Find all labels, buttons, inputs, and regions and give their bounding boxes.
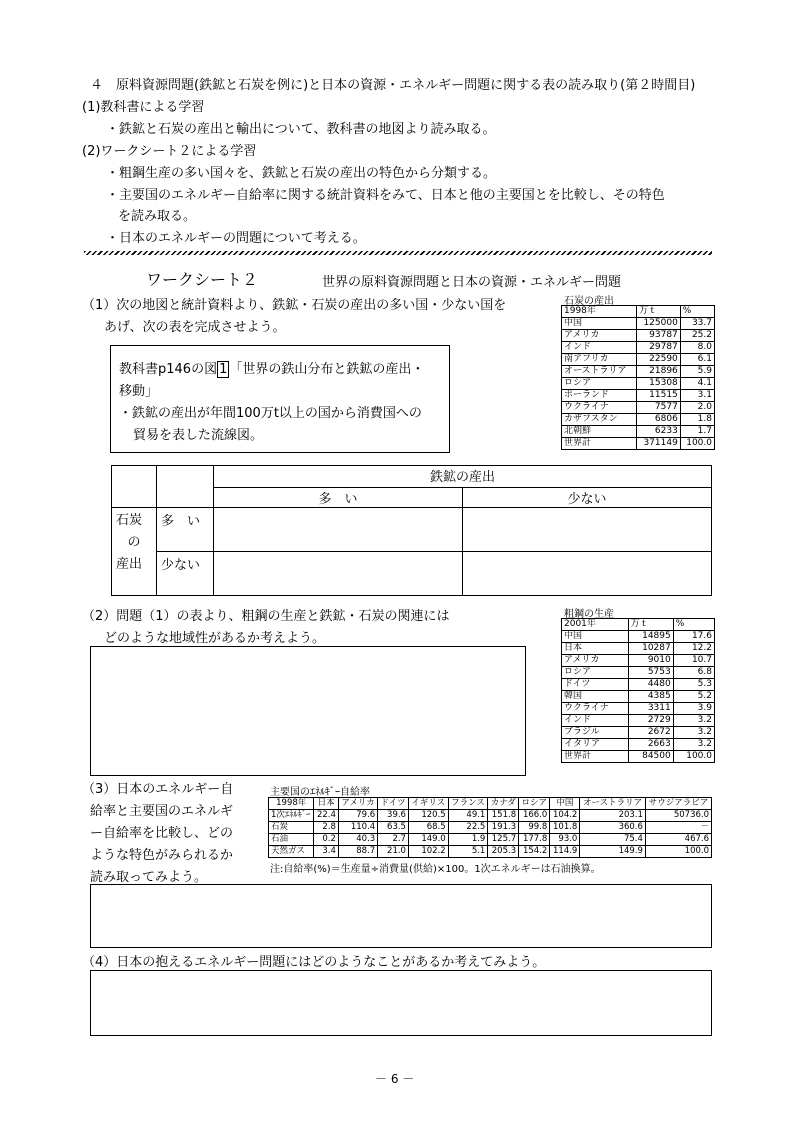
table-cell: 1.9: [448, 834, 488, 846]
table-cell: 467.6: [645, 834, 711, 846]
table-header-cell: 1998年: [562, 306, 637, 318]
table-cell: 205.3: [488, 846, 519, 858]
row-label-cell: ポーランド: [562, 390, 637, 402]
row-label-cell: ウクライナ: [562, 402, 637, 414]
note-text: ・鉄鉱の産出が年間100万t以上の国から消費国への: [119, 406, 422, 421]
table-cell: 6.8: [673, 667, 714, 679]
energy-self-sufficiency-table: [268, 797, 712, 858]
row-label-cell: ロシア: [562, 667, 629, 679]
iron-header: 鉄鉱の産出: [214, 466, 712, 488]
question-3-text: ような特色がみられるか: [90, 848, 234, 863]
answer-box-2[interactable]: [90, 646, 526, 776]
iron-many-header: 多 い: [214, 488, 463, 508]
table-row: [562, 727, 715, 739]
question-3-text: 読み取ってみよう。: [90, 870, 208, 885]
table-cell: 88.7: [338, 846, 377, 858]
question-2-text: （2）問題（1）の表より、粗鋼の生産と鉄鉱・石炭の関連には: [82, 609, 450, 624]
table-cell: 5.3: [673, 679, 714, 691]
table-cell: 7577: [637, 402, 681, 414]
table-cell: 84500: [628, 751, 673, 763]
classification-table: [111, 465, 712, 596]
table-header-row: [562, 619, 715, 631]
table-row: [562, 679, 715, 691]
table-row: [562, 354, 715, 366]
question-3-text: ー自給率を比較し、どの: [90, 826, 234, 841]
question-3-text: （3）日本のエネルギー自: [82, 782, 234, 797]
section-heading: ４ 原料資源問題(鉄鉱と石炭を例に)と日本の資源・エネルギー問題に関する表の読み取り(第２時間目): [90, 78, 696, 93]
table-header-cell: ドイツ: [378, 798, 409, 810]
table-row: [562, 390, 715, 402]
row-label-cell: オーストラリア: [562, 366, 637, 378]
question-3-text: 給率と主要国のエネルギ: [90, 804, 234, 819]
steel-table-caption: 粗鋼の生産: [564, 609, 614, 620]
table-cell: 21.0: [378, 846, 409, 858]
table-cell: 5.9: [680, 366, 714, 378]
table-cell: 3.1: [680, 390, 714, 402]
table-cell: 93.0: [550, 834, 580, 846]
table-cell: 203.1: [580, 810, 646, 822]
figure-number: 1: [219, 362, 228, 377]
row-label-cell: アメリカ: [562, 655, 629, 667]
table-cell: 8.0: [680, 342, 714, 354]
table-row: [562, 739, 715, 751]
table-cell: 33.7: [680, 318, 714, 330]
row-label-cell: ブラジル: [562, 727, 629, 739]
coal-table-caption: 石炭の産出: [564, 296, 614, 307]
row-label-cell: 世界計: [562, 438, 637, 450]
table-cell: 0.2: [314, 834, 338, 846]
table-cell: 12.2: [673, 643, 714, 655]
table-row: [562, 342, 715, 354]
table-row: [562, 751, 715, 763]
row-label-cell: 世界計: [562, 751, 629, 763]
table-cell: 63.5: [378, 822, 409, 834]
table-row: [562, 655, 715, 667]
coal-label: の: [127, 535, 141, 550]
steel-production-table: [561, 618, 715, 763]
energy-table-note: 注:自給率(%)＝生産量÷消費量(供給)×100。1次エネルギーは石油換算。: [270, 864, 601, 875]
table-row: [269, 846, 712, 858]
table-cell: 99.8: [519, 822, 550, 834]
table-cell: 191.3: [488, 822, 519, 834]
table-cell: 25.2: [680, 330, 714, 342]
table-cell: 22.4: [314, 810, 338, 822]
table-cell: 3.2: [673, 739, 714, 751]
table-cell: 101.8: [550, 822, 580, 834]
table-cell: 5.1: [448, 846, 488, 858]
table-cell: 3.2: [673, 715, 714, 727]
table-cell: 2.7: [378, 834, 409, 846]
table-cell: 114.9: [550, 846, 580, 858]
row-label-cell: ウクライナ: [562, 703, 629, 715]
bullet-item: ・鉄鉱と石炭の産出と輸出について、教科書の地図より読み取る。: [106, 122, 496, 137]
table-header-cell: %: [680, 306, 714, 318]
table-header-row: [269, 798, 712, 810]
coal-few-label: 少ない: [157, 552, 214, 596]
table-header-cell: 万ｔ: [637, 306, 681, 318]
table-cell: 10.7: [673, 655, 714, 667]
table-header-cell: ロシア: [519, 798, 550, 810]
table-header-cell: フランス: [448, 798, 488, 810]
answer-cell[interactable]: [214, 552, 463, 596]
table-cell: 149.9: [580, 846, 646, 858]
table-cell: 2.0: [680, 402, 714, 414]
row-label-cell: 石油: [269, 834, 314, 846]
table-header-cell: 2001年: [562, 619, 629, 631]
table-row: [562, 318, 715, 330]
row-label-cell: 日本: [562, 643, 629, 655]
question-1-text: （1）次の地図と統計資料より、鉄鉱・石炭の産出の多い国・少ない国を: [82, 298, 507, 313]
question-4-text: （4）日本の抱えるエネルギー問題にはどのようなことがあるか考えてみよう。: [82, 955, 546, 970]
table-cell: 14895: [628, 631, 673, 643]
page-number: － 6 －: [375, 1072, 415, 1086]
table-cell: 120.5: [408, 810, 448, 822]
row-label-cell: カザフスタン: [562, 414, 637, 426]
table-row: [562, 402, 715, 414]
table-cell: 4.1: [680, 378, 714, 390]
table-cell: 2.8: [314, 822, 338, 834]
table-cell: 151.8: [488, 810, 519, 822]
table-cell: 3311: [628, 703, 673, 715]
table-cell: 104.2: [550, 810, 580, 822]
table-row: [269, 810, 712, 822]
coal-label: 石炭: [116, 513, 143, 528]
table-cell: 22590: [637, 354, 681, 366]
table-row: [562, 330, 715, 342]
table-header-row: [562, 306, 715, 318]
row-label-cell: インド: [562, 342, 637, 354]
coal-label: 産出: [116, 557, 143, 572]
corner-cell: [157, 466, 214, 508]
table-row: [269, 822, 712, 834]
energy-table-caption: 主要国のｴﾈﾙｷﾞｰ自給率: [270, 787, 370, 798]
note-text: 貿易を表した流線図。: [133, 428, 264, 443]
table-cell: 6233: [637, 426, 681, 438]
table-cell: 49.1: [448, 810, 488, 822]
table-cell: 100.0: [680, 438, 714, 450]
table-cell: 3.4: [314, 846, 338, 858]
bullet-item-continued: を読み取る。: [118, 209, 197, 224]
table-cell: 79.6: [338, 810, 377, 822]
row-label-cell: 中国: [562, 631, 629, 643]
table-row: [269, 834, 712, 846]
row-label-cell: イタリア: [562, 739, 629, 751]
row-label-cell: 北朝鮮: [562, 426, 637, 438]
row-label-cell: インド: [562, 715, 629, 727]
table-header-cell: 中国: [550, 798, 580, 810]
table-cell: 149.0: [408, 834, 448, 846]
worksheet-title: ワークシート２: [146, 270, 259, 289]
table-header-cell: 日本: [314, 798, 338, 810]
table-row: [562, 715, 715, 727]
table-cell: 11515: [637, 390, 681, 402]
table-cell: 154.2: [519, 846, 550, 858]
table-cell: 15308: [637, 378, 681, 390]
bullet-item: ・粗鋼生産の多い国々を、鉄鉱と石炭の産出の特色から分類する。: [106, 166, 497, 181]
coal-many-label: 多 い: [157, 508, 214, 552]
table-cell: 102.2: [408, 846, 448, 858]
row-label-cell: 南アフリカ: [562, 354, 637, 366]
table-row: [562, 643, 715, 655]
table-header-cell: 万ｔ: [628, 619, 673, 631]
table-cell: 3.9: [673, 703, 714, 715]
table-cell: 40.3: [338, 834, 377, 846]
textbook-note-box: [110, 345, 450, 453]
table-cell: 6.1: [680, 354, 714, 366]
table-cell: 110.4: [338, 822, 377, 834]
subheading-worksheet: (2)ワークシート２による学習: [82, 144, 257, 159]
row-label-cell: 1次ｴﾈﾙｷﾞｰ: [269, 810, 314, 822]
table-row: [562, 703, 715, 715]
table-cell: 166.0: [519, 810, 550, 822]
table-row: [562, 366, 715, 378]
table-cell: 22.5: [448, 822, 488, 834]
table-row: [562, 667, 715, 679]
question-1-text-cont: あげ、次の表を完成させよう。: [104, 320, 286, 335]
answer-cell[interactable]: [463, 508, 712, 552]
table-row: [562, 378, 715, 390]
row-label-cell: ドイツ: [562, 679, 629, 691]
table-row: [562, 414, 715, 426]
row-label-cell: アメリカ: [562, 330, 637, 342]
table-cell: 10287: [628, 643, 673, 655]
table-header-cell: %: [673, 619, 714, 631]
note-text: 「世界の鉄山分布と鉄鉱の産出・: [229, 362, 425, 377]
table-header-cell: オーストラリア: [580, 798, 646, 810]
worksheet-subtitle: 世界の原料資源問題と日本の資源・エネルギー問題: [322, 275, 622, 290]
table-cell: 371149: [637, 438, 681, 450]
table-row: [562, 631, 715, 643]
table-cell: 2663: [628, 739, 673, 751]
table-row: [562, 426, 715, 438]
row-label-cell: 韓国: [562, 691, 629, 703]
question-2-text-cont: どのような地域性があるか考えよう。: [104, 631, 326, 646]
answer-cell[interactable]: [463, 552, 712, 596]
coal-production-table: [561, 305, 715, 450]
table-cell: 1.7: [680, 426, 714, 438]
table-cell: 125.7: [488, 834, 519, 846]
table-header-cell: イギリス: [408, 798, 448, 810]
table-cell: 1.8: [680, 414, 714, 426]
subheading-textbook: (1)教科書による学習: [82, 100, 205, 115]
table-cell: 17.6: [673, 631, 714, 643]
table-cell: 177.8: [519, 834, 550, 846]
answer-box-4[interactable]: [90, 970, 712, 1036]
table-cell: 3.2: [673, 727, 714, 739]
table-cell: 29787: [637, 342, 681, 354]
table-header-cell: 1998年: [269, 798, 314, 810]
table-cell: 360.6: [580, 822, 646, 834]
row-label-cell: 石炭: [269, 822, 314, 834]
table-header-cell: サウジアラビア: [645, 798, 711, 810]
table-row: [562, 691, 715, 703]
answer-cell[interactable]: [214, 508, 463, 552]
table-cell: 5.2: [673, 691, 714, 703]
coal-row-header: [112, 508, 157, 596]
table-cell: 50736.0: [645, 810, 711, 822]
table-cell: 5753: [628, 667, 673, 679]
table-cell: －: [645, 822, 711, 834]
table-cell: 93787: [637, 330, 681, 342]
table-row: [562, 438, 715, 450]
row-label-cell: 天然ガス: [269, 846, 314, 858]
answer-box-3[interactable]: [90, 884, 712, 948]
table-cell: 100.0: [673, 751, 714, 763]
table-header-cell: カナダ: [488, 798, 519, 810]
iron-few-header: 少ない: [463, 488, 712, 508]
bullet-item: ・日本のエネルギーの問題について考える。: [106, 231, 366, 246]
table-header-cell: アメリカ: [338, 798, 377, 810]
table-cell: 4480: [628, 679, 673, 691]
table-cell: 6806: [637, 414, 681, 426]
table-cell: 9010: [628, 655, 673, 667]
table-cell: 4385: [628, 691, 673, 703]
table-cell: 68.5: [408, 822, 448, 834]
table-cell: 2672: [628, 727, 673, 739]
row-label-cell: 中国: [562, 318, 637, 330]
table-cell: 100.0: [645, 846, 711, 858]
dashed-divider: [84, 251, 712, 255]
bullet-item: ・主要国のエネルギー自給率に関する統計資料をみて、日本と他の主要国とを比較し、その特色: [106, 188, 665, 203]
row-label-cell: ロシア: [562, 378, 637, 390]
table-cell: 2729: [628, 715, 673, 727]
table-cell: 21896: [637, 366, 681, 378]
table-cell: 39.6: [378, 810, 409, 822]
note-text: 移動」: [119, 384, 159, 399]
note-text: 教科書p146の図: [119, 362, 218, 377]
table-cell: 75.4: [580, 834, 646, 846]
corner-cell: [112, 466, 157, 508]
table-cell: 125000: [637, 318, 681, 330]
